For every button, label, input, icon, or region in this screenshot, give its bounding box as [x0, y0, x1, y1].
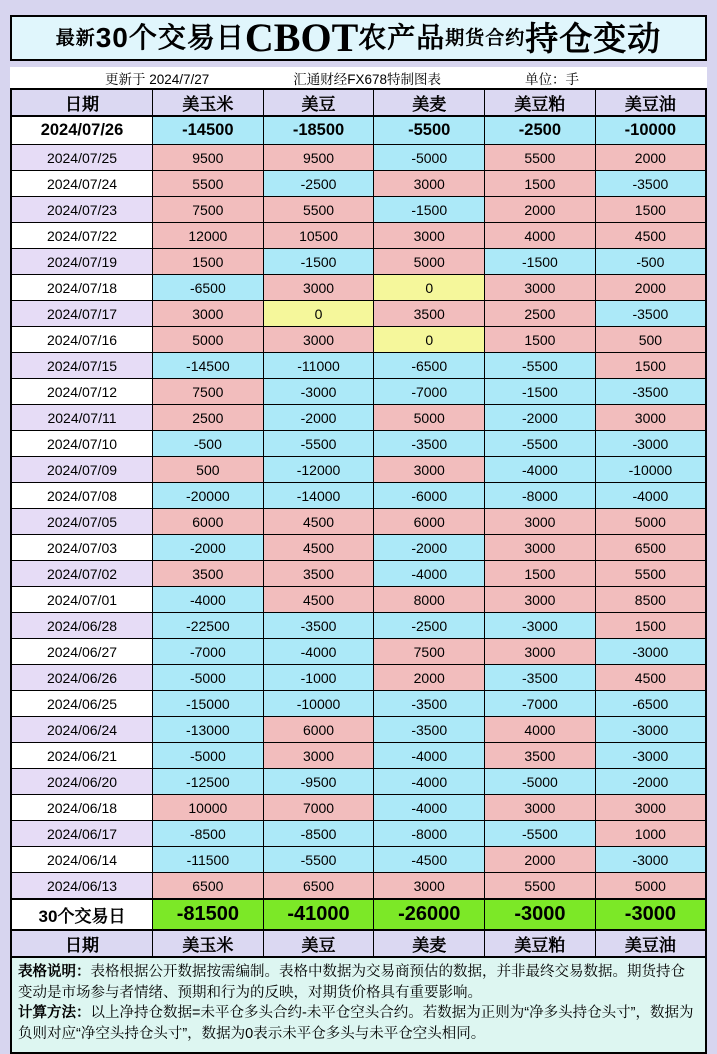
- value-cell: 1500: [485, 171, 596, 197]
- value-cell: -11500: [153, 847, 264, 873]
- value-cell: 1500: [595, 353, 706, 379]
- date-cell: 2024/06/14: [11, 847, 153, 873]
- value-cell: -5000: [374, 145, 485, 171]
- date-cell: 2024/07/16: [11, 327, 153, 353]
- date-cell: 2024/06/25: [11, 691, 153, 717]
- column-header: 美豆: [263, 89, 374, 116]
- value-cell: -7000: [153, 639, 264, 665]
- value-cell: 4000: [485, 717, 596, 743]
- value-cell: -3500: [595, 301, 706, 327]
- value-cell: -11000: [263, 353, 374, 379]
- value-cell: 2000: [595, 145, 706, 171]
- value-cell: 5000: [374, 405, 485, 431]
- table-row: [11, 639, 706, 665]
- date-cell: 2024/06/28: [11, 613, 153, 639]
- value-cell: -4000: [374, 561, 485, 587]
- value-cell: 500: [153, 457, 264, 483]
- value-cell: -3000: [595, 717, 706, 743]
- value-cell: 5000: [153, 327, 264, 353]
- value-cell: -2000: [485, 405, 596, 431]
- unit-label: 单位：手: [525, 71, 579, 87]
- date-cell: 2024/07/19: [11, 249, 153, 275]
- value-cell: 4000: [485, 223, 596, 249]
- value-cell: 5000: [595, 873, 706, 900]
- value-cell: 5500: [595, 561, 706, 587]
- value-cell: -1500: [485, 249, 596, 275]
- table-row: [11, 873, 706, 900]
- table-row: [11, 509, 706, 535]
- value-cell: 4500: [263, 509, 374, 535]
- table-row: [11, 145, 706, 171]
- value-cell: -7000: [485, 691, 596, 717]
- table-row: [11, 457, 706, 483]
- value-cell: -5500: [374, 116, 485, 145]
- value-cell: 4500: [595, 223, 706, 249]
- value-cell: -4000: [374, 769, 485, 795]
- value-cell: 2500: [153, 405, 264, 431]
- value-cell: 9500: [263, 145, 374, 171]
- date-cell: 2024/07/26: [11, 116, 153, 145]
- title-segment: 农产品: [358, 22, 446, 53]
- value-cell: -3500: [374, 691, 485, 717]
- value-cell: -2000: [595, 769, 706, 795]
- value-cell: -6500: [153, 275, 264, 301]
- value-cell: 5500: [263, 197, 374, 223]
- value-cell: 2500: [485, 301, 596, 327]
- date-cell: 2024/07/18: [11, 275, 153, 301]
- date-cell: 2024/07/09: [11, 457, 153, 483]
- value-cell: 8500: [595, 587, 706, 613]
- value-cell: -4000: [595, 483, 706, 509]
- value-cell: -3500: [485, 665, 596, 691]
- value-cell: 0: [374, 327, 485, 353]
- value-cell: 7500: [374, 639, 485, 665]
- date-cell: 2024/07/17: [11, 301, 153, 327]
- value-cell: -5500: [263, 847, 374, 873]
- value-cell: -8000: [485, 483, 596, 509]
- value-cell: 3500: [263, 561, 374, 587]
- date-cell: 2024/07/23: [11, 197, 153, 223]
- value-cell: 2000: [374, 665, 485, 691]
- value-cell: 3000: [595, 405, 706, 431]
- value-cell: -3500: [595, 171, 706, 197]
- value-cell: -2000: [263, 405, 374, 431]
- subtitle-bar: [10, 67, 707, 88]
- summary-value: -3000: [595, 899, 706, 930]
- table-row: [11, 353, 706, 379]
- note-line: [18, 1003, 699, 1044]
- value-cell: 3000: [374, 457, 485, 483]
- value-cell: -5500: [485, 821, 596, 847]
- value-cell: 3500: [374, 301, 485, 327]
- date-cell: 2024/06/13: [11, 873, 153, 900]
- value-cell: -3000: [595, 431, 706, 457]
- table-row: [11, 116, 706, 145]
- value-cell: 6500: [263, 873, 374, 900]
- value-cell: -3500: [263, 613, 374, 639]
- value-cell: -3000: [595, 847, 706, 873]
- date-cell: 2024/07/10: [11, 431, 153, 457]
- value-cell: -3500: [374, 431, 485, 457]
- value-cell: 8000: [374, 587, 485, 613]
- table-row: [11, 665, 706, 691]
- value-cell: 2000: [595, 275, 706, 301]
- value-cell: 0: [263, 301, 374, 327]
- date-cell: 2024/07/24: [11, 171, 153, 197]
- value-cell: -22500: [153, 613, 264, 639]
- date-cell: 2024/06/24: [11, 717, 153, 743]
- summary-row: [11, 899, 706, 930]
- title-segment: CBOT: [244, 15, 359, 60]
- source-label: 汇通财经FX678特制图表: [293, 71, 442, 87]
- table-row: [11, 535, 706, 561]
- value-cell: -5000: [485, 769, 596, 795]
- date-cell: 2024/07/12: [11, 379, 153, 405]
- value-cell: 5000: [595, 509, 706, 535]
- value-cell: -3000: [595, 743, 706, 769]
- footer-header-row: [11, 930, 706, 957]
- value-cell: -8500: [153, 821, 264, 847]
- value-cell: 4500: [263, 587, 374, 613]
- value-cell: -4000: [153, 587, 264, 613]
- table-row: [11, 431, 706, 457]
- column-header: 美豆粕: [485, 89, 596, 116]
- title-segment: 期货合约: [445, 27, 526, 49]
- footer-column-header: 美麦: [374, 930, 485, 957]
- value-cell: 6500: [153, 873, 264, 900]
- value-cell: 7000: [263, 795, 374, 821]
- value-cell: -1500: [374, 197, 485, 223]
- table-row: [11, 405, 706, 431]
- summary-value: -81500: [153, 899, 264, 930]
- table-row: [11, 483, 706, 509]
- date-cell: 2024/06/27: [11, 639, 153, 665]
- value-cell: -500: [153, 431, 264, 457]
- value-cell: -1500: [263, 249, 374, 275]
- value-cell: 2000: [485, 847, 596, 873]
- table-row: [11, 691, 706, 717]
- table-row: [11, 587, 706, 613]
- value-cell: 5500: [485, 145, 596, 171]
- value-cell: 3500: [153, 561, 264, 587]
- value-cell: -5500: [263, 431, 374, 457]
- table-row: [11, 301, 706, 327]
- footer-column-header: 美玉米: [153, 930, 264, 957]
- date-cell: 2024/07/22: [11, 223, 153, 249]
- value-cell: 500: [595, 327, 706, 353]
- positions-table: [10, 88, 707, 958]
- value-cell: 5500: [153, 171, 264, 197]
- column-header: 美玉米: [153, 89, 264, 116]
- table-row: [11, 223, 706, 249]
- value-cell: 3500: [485, 743, 596, 769]
- value-cell: 1000: [595, 821, 706, 847]
- footer-column-header: 美豆油: [595, 930, 706, 957]
- column-header: 美麦: [374, 89, 485, 116]
- value-cell: -3000: [485, 613, 596, 639]
- value-cell: -14500: [153, 116, 264, 145]
- value-cell: -2000: [374, 535, 485, 561]
- value-cell: 1500: [595, 197, 706, 223]
- value-cell: -3500: [374, 717, 485, 743]
- value-cell: 7500: [153, 197, 264, 223]
- table-row: [11, 275, 706, 301]
- value-cell: -10000: [263, 691, 374, 717]
- value-cell: 10500: [263, 223, 374, 249]
- value-cell: 3000: [374, 171, 485, 197]
- value-cell: -6500: [595, 691, 706, 717]
- summary-value: -26000: [374, 899, 485, 930]
- date-cell: 2024/07/25: [11, 145, 153, 171]
- table-row: [11, 769, 706, 795]
- value-cell: 3000: [263, 327, 374, 353]
- value-cell: -14000: [263, 483, 374, 509]
- value-cell: -1000: [263, 665, 374, 691]
- table-row: [11, 613, 706, 639]
- value-cell: -13000: [153, 717, 264, 743]
- date-cell: 2024/07/03: [11, 535, 153, 561]
- value-cell: -4000: [374, 795, 485, 821]
- notes: [10, 958, 707, 1054]
- table-row: [11, 171, 706, 197]
- value-cell: 1500: [485, 327, 596, 353]
- note-line: [18, 962, 699, 1003]
- value-cell: -12000: [263, 457, 374, 483]
- value-cell: 3000: [595, 795, 706, 821]
- note-text: 以上净持仓数据=未平仓多头合约-未平仓空头合约。若数据为正则为“净多头持仓头寸”，数据为负则对应“净空头持仓头寸”，数据为0表示未平仓多头与未平仓空头相同。: [18, 1005, 694, 1042]
- value-cell: -4000: [263, 639, 374, 665]
- value-cell: 7500: [153, 379, 264, 405]
- summary-value: -3000: [485, 899, 596, 930]
- value-cell: 6000: [374, 509, 485, 535]
- value-cell: -15000: [153, 691, 264, 717]
- value-cell: 3000: [485, 509, 596, 535]
- value-cell: -2500: [374, 613, 485, 639]
- value-cell: -18500: [263, 116, 374, 145]
- table-row: [11, 197, 706, 223]
- table-row: [11, 795, 706, 821]
- date-cell: 2024/07/15: [11, 353, 153, 379]
- footer-column-header: 美豆粕: [485, 930, 596, 957]
- value-cell: 3000: [485, 587, 596, 613]
- value-cell: -3500: [595, 379, 706, 405]
- value-cell: -14500: [153, 353, 264, 379]
- page-title: [10, 15, 707, 61]
- value-cell: 3000: [485, 639, 596, 665]
- value-cell: 3000: [374, 873, 485, 900]
- value-cell: 9500: [153, 145, 264, 171]
- title-segment: 最新: [55, 27, 96, 49]
- value-cell: -3000: [595, 639, 706, 665]
- table-row: [11, 717, 706, 743]
- value-cell: 10000: [153, 795, 264, 821]
- value-cell: 5500: [485, 873, 596, 900]
- value-cell: -8000: [374, 821, 485, 847]
- value-cell: -6500: [374, 353, 485, 379]
- date-cell: 2024/06/20: [11, 769, 153, 795]
- table-row: [11, 379, 706, 405]
- value-cell: -5500: [485, 431, 596, 457]
- value-cell: -4000: [374, 743, 485, 769]
- value-cell: 6000: [263, 717, 374, 743]
- summary-value: -41000: [263, 899, 374, 930]
- value-cell: 6500: [595, 535, 706, 561]
- date-cell: 2024/06/21: [11, 743, 153, 769]
- date-cell: 2024/07/11: [11, 405, 153, 431]
- value-cell: -2500: [263, 171, 374, 197]
- value-cell: 0: [374, 275, 485, 301]
- value-cell: 3000: [374, 223, 485, 249]
- updated-label: 更新于 2024/7/27: [105, 71, 210, 87]
- header-row: [11, 89, 706, 116]
- value-cell: -3000: [263, 379, 374, 405]
- value-cell: -5500: [485, 353, 596, 379]
- table-row: [11, 561, 706, 587]
- value-cell: -12500: [153, 769, 264, 795]
- date-cell: 2024/07/01: [11, 587, 153, 613]
- table-body: [11, 116, 706, 957]
- value-cell: 1500: [153, 249, 264, 275]
- value-cell: -4000: [485, 457, 596, 483]
- value-cell: -20000: [153, 483, 264, 509]
- note-label: 表格说明：: [18, 964, 91, 980]
- value-cell: 3000: [263, 275, 374, 301]
- table-row: [11, 821, 706, 847]
- footer-column-header: 美豆: [263, 930, 374, 957]
- date-cell: 2024/06/17: [11, 821, 153, 847]
- value-cell: -7000: [374, 379, 485, 405]
- value-cell: 6000: [153, 509, 264, 535]
- value-cell: -10000: [595, 457, 706, 483]
- value-cell: 3000: [485, 535, 596, 561]
- value-cell: 3000: [485, 795, 596, 821]
- value-cell: 4500: [263, 535, 374, 561]
- value-cell: 3000: [485, 275, 596, 301]
- value-cell: 2000: [485, 197, 596, 223]
- value-cell: -10000: [595, 116, 706, 145]
- value-cell: -2500: [485, 116, 596, 145]
- value-cell: -2000: [153, 535, 264, 561]
- value-cell: -6000: [374, 483, 485, 509]
- value-cell: 1500: [485, 561, 596, 587]
- column-header: 美豆油: [595, 89, 706, 116]
- value-cell: 3000: [153, 301, 264, 327]
- date-column-header: 日期: [11, 89, 153, 116]
- table-row: [11, 327, 706, 353]
- date-cell: 2024/07/05: [11, 509, 153, 535]
- value-cell: 3000: [263, 743, 374, 769]
- date-cell: 2024/06/18: [11, 795, 153, 821]
- note-text: 表格根据公开数据按需编制。表格中数据为交易商预估的数据，并非最终交易数据。期货持仓变动是市场参与者情绪、预期和行为的反映，对期货价格具有重要影响。: [18, 964, 685, 1001]
- value-cell: 1500: [595, 613, 706, 639]
- title-segment: 30个交易日: [95, 22, 245, 53]
- title-segment: 持仓变动: [525, 19, 662, 57]
- summary-label: 30个交易日: [11, 899, 153, 930]
- value-cell: -4500: [374, 847, 485, 873]
- table-row: [11, 743, 706, 769]
- value-cell: -9500: [263, 769, 374, 795]
- value-cell: -500: [595, 249, 706, 275]
- date-cell: 2024/07/08: [11, 483, 153, 509]
- note-label: 计算方法：: [18, 1005, 91, 1022]
- date-cell: 2024/06/26: [11, 665, 153, 691]
- value-cell: 5000: [374, 249, 485, 275]
- date-cell: 2024/07/02: [11, 561, 153, 587]
- value-cell: 4500: [595, 665, 706, 691]
- value-cell: -5000: [153, 665, 264, 691]
- value-cell: -5000: [153, 743, 264, 769]
- value-cell: 12000: [153, 223, 264, 249]
- table-row: [11, 249, 706, 275]
- table-row: [11, 847, 706, 873]
- value-cell: -1500: [485, 379, 596, 405]
- value-cell: -8500: [263, 821, 374, 847]
- footer-column-header: 日期: [11, 930, 153, 957]
